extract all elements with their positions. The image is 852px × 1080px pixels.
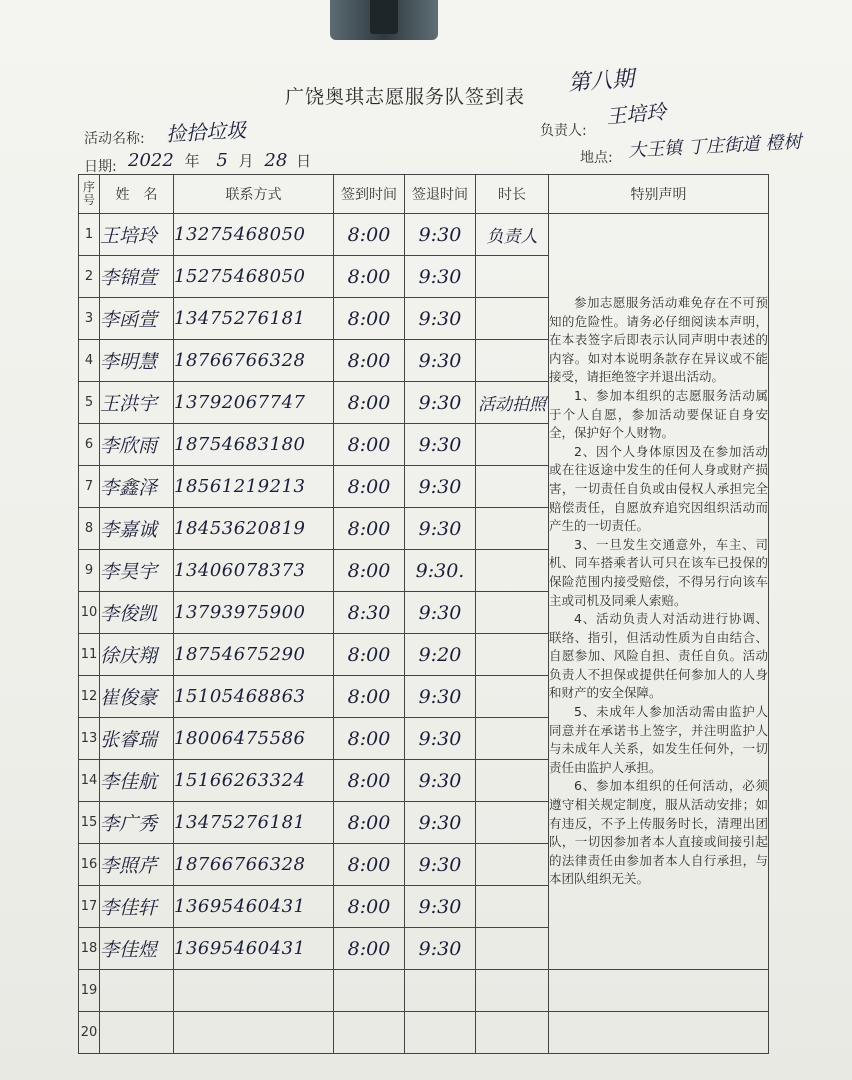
row-number: 12 (79, 676, 100, 718)
header-phone: 联系方式 (174, 175, 334, 214)
date-month-unit: 月 (238, 152, 254, 170)
row-name: 李广秀 (100, 802, 174, 844)
row-name: 李照芹 (100, 844, 174, 886)
row-sign-in: 8:00 (334, 340, 405, 382)
header-seq: 序号 (79, 175, 100, 214)
row-sign-out: 9:20 (405, 634, 476, 676)
row-number: 3 (79, 298, 100, 340)
row-phone: 13475276181 (174, 298, 334, 340)
row-name: 王洪宇 (100, 382, 174, 424)
row-name: 王培玲 (100, 214, 174, 256)
row-number: 5 (79, 382, 100, 424)
row-sign-in: 8:00 (334, 886, 405, 928)
date-year-unit: 年 (184, 152, 200, 170)
row-duration (476, 676, 549, 718)
row-duration (476, 340, 549, 382)
row-sign-in: 8:00 (334, 844, 405, 886)
row-phone: 13792067747 (174, 382, 334, 424)
row-sign-in: 8:00 (334, 718, 405, 760)
row-sign-in: 8:00 (334, 634, 405, 676)
row-name: 崔俊豪 (100, 676, 174, 718)
place-label: 地点: (580, 150, 613, 166)
clip-slot (370, 0, 398, 34)
declaration-paragraph: 5、未成年人参加活动需由监护人同意并在承诺书上签字，并注明监护人与未成年人关系，如发生任何外，一切责任由监护人承担。 (549, 704, 768, 775)
row-sign-in: 8:00 (334, 214, 405, 256)
row-sign-in: 8:30 (334, 592, 405, 634)
row-phone: 15275468050 (174, 256, 334, 298)
table-body (79, 214, 769, 1054)
row-number: 7 (79, 466, 100, 508)
row-sign-out (405, 970, 476, 1012)
date-day: 28 (264, 150, 288, 171)
header-sign-in: 签到时间 (334, 175, 405, 214)
table-row (79, 970, 769, 1012)
sheet-title: 广饶奥琪志愿服务队签到表 (285, 86, 526, 108)
row-sign-out: 9:30 (405, 340, 476, 382)
row-duration (476, 970, 549, 1012)
row-sign-out: 9:30 (405, 928, 476, 970)
header-sign-out: 签退时间 (405, 175, 476, 214)
row-number: 10 (79, 592, 100, 634)
row-number: 17 (79, 886, 100, 928)
row-name: 李俊凯 (100, 592, 174, 634)
row-duration (476, 550, 549, 592)
title-area (0, 60, 852, 110)
row-phone: 18766766328 (174, 844, 334, 886)
row-number: 11 (79, 634, 100, 676)
row-sign-in: 8:00 (334, 382, 405, 424)
row-name: 李佳煜 (100, 928, 174, 970)
leader-label: 负责人: (540, 123, 587, 139)
declaration-paragraph: 参加志愿服务活动难免存在不可预知的危险性。请务必仔细阅读本声明，在本表签字后即表示认同声明中表述的内容。如对本说明条款存在异议或不能接受，请拒绝签字并退出活动。 (549, 295, 768, 385)
row-phone: 15105468863 (174, 676, 334, 718)
row-phone: 18766766328 (174, 340, 334, 382)
handwritten-issue-note: 第八期 (567, 66, 635, 97)
declaration-paragraph: 1、参加本组织的志愿服务活动属于个人自愿，参加活动要保证自身安全，保护好个人财物。 (549, 387, 768, 441)
row-phone: 18561219213 (174, 466, 334, 508)
row-name: 李鑫泽 (100, 466, 174, 508)
row-sign-out: 9:30 (405, 298, 476, 340)
row-name: 李锦萱 (100, 256, 174, 298)
row-number: 6 (79, 424, 100, 466)
declaration-paragraph: 6、参加本组织的任何活动，必须遵守相关规定制度，服从活动安排；如有违反，不予上传服务时长，清理出团队，一切因参加者本人直接或间接引起的法律责任由参加者本人自行承担，与本团队组织无关。 (549, 778, 768, 887)
row-phone: 18453620819 (174, 508, 334, 550)
row-sign-in: 8:00 (334, 256, 405, 298)
row-sign-out: 9:30 (405, 844, 476, 886)
row-phone (174, 1012, 334, 1054)
row-duration (476, 424, 549, 466)
row-number: 4 (79, 340, 100, 382)
row-sign-in: 8:00 (334, 508, 405, 550)
row-sign-in: 8:00 (334, 466, 405, 508)
row-name: 李明慧 (100, 340, 174, 382)
row-sign-out: 9:30 (405, 760, 476, 802)
row-phone: 13406078373 (174, 550, 334, 592)
row-number: 2 (79, 256, 100, 298)
row-sign-out (405, 1012, 476, 1054)
row-sign-in (334, 1012, 405, 1054)
row-phone: 18754683180 (174, 424, 334, 466)
row-duration: 负责人 (476, 214, 549, 256)
row-sign-in: 8:00 (334, 424, 405, 466)
row-name: 李佳轩 (100, 886, 174, 928)
activity-value: 捡拾垃圾 (165, 117, 247, 147)
row-sign-out: 9:30 (405, 214, 476, 256)
row-name (100, 970, 174, 1012)
row-sign-in: 8:00 (334, 760, 405, 802)
header-name: 姓 名 (100, 175, 174, 214)
row-number: 15 (79, 802, 100, 844)
row-duration (476, 802, 549, 844)
row-duration (476, 718, 549, 760)
row-sign-out: 9:30 (405, 508, 476, 550)
row-name: 李函萱 (100, 298, 174, 340)
declaration-paragraph: 2、因个人身体原因及在参加活动或在往返途中发生的任何人身或财产损害，一切责任自负或由侵权人承担完全赔偿责任，自愿放弃追究因组织活动而产生的一切责任。 (549, 443, 768, 534)
table-row (79, 1012, 769, 1054)
row-name: 李昊宇 (100, 550, 174, 592)
row-number: 16 (79, 844, 100, 886)
row-duration (476, 298, 549, 340)
row-phone: 13695460431 (174, 928, 334, 970)
declaration-paragraph: 4、活动负责人对活动进行协调、联络、指引，但活动性质为自由结合、自愿参加、风险自担、责任自负。活动负责人不担保或提供任何参加人的人身和财产的安全保障。 (549, 611, 768, 701)
row-duration: 活动拍照 (476, 382, 549, 424)
row-duration (476, 844, 549, 886)
row-duration (476, 592, 549, 634)
row-name: 李欣雨 (100, 424, 174, 466)
row-sign-out: 9:30 (405, 718, 476, 760)
header-duration: 时长 (476, 175, 549, 214)
row-name: 李佳航 (100, 760, 174, 802)
row-sign-out: 9:30. (405, 550, 476, 592)
row-duration (476, 886, 549, 928)
row-number: 8 (79, 508, 100, 550)
row-duration (476, 466, 549, 508)
declaration-paragraph: 3、一旦发生交通意外，车主、司机、同车搭乘者认可只在该车已投保的保险范围内接受赔偿，不得另行向该车主或司机及同乘人索赔。 (549, 536, 768, 608)
activity-label: 活动名称: (84, 131, 145, 147)
row-duration (476, 508, 549, 550)
row-sign-out: 9:30 (405, 676, 476, 718)
row-phone: 13475276181 (174, 802, 334, 844)
row-sign-in (334, 970, 405, 1012)
row-number: 14 (79, 760, 100, 802)
special-declaration (549, 214, 769, 970)
row-sign-out: 9:30 (405, 592, 476, 634)
row-phone: 15166263324 (174, 760, 334, 802)
clipboard-clip (330, 0, 438, 40)
row-sign-out: 9:30 (405, 382, 476, 424)
row-name: 徐庆翔 (100, 634, 174, 676)
row-number: 13 (79, 718, 100, 760)
row-sign-out: 9:30 (405, 256, 476, 298)
empty-declaration-cell (549, 1012, 769, 1054)
row-phone: 18754675290 (174, 634, 334, 676)
row-sign-in: 8:00 (334, 550, 405, 592)
row-sign-out: 9:30 (405, 466, 476, 508)
date-label: 日期: (84, 159, 117, 175)
row-sign-out: 9:30 (405, 886, 476, 928)
row-duration (476, 634, 549, 676)
table-header-row (79, 175, 769, 214)
date-day-unit: 日 (296, 152, 312, 170)
row-number: 20 (79, 1012, 100, 1054)
empty-declaration-cell (549, 970, 769, 1012)
row-number: 18 (79, 928, 100, 970)
sign-in-table (78, 174, 769, 1054)
row-phone: 13695460431 (174, 886, 334, 928)
row-name (100, 1012, 174, 1054)
row-sign-in: 8:00 (334, 928, 405, 970)
date-field (128, 150, 311, 171)
row-sign-in: 8:00 (334, 298, 405, 340)
row-phone: 13275468050 (174, 214, 334, 256)
row-number: 1 (79, 214, 100, 256)
row-sign-out: 9:30 (405, 424, 476, 466)
row-sign-in: 8:00 (334, 676, 405, 718)
row-duration (476, 760, 549, 802)
row-duration (476, 1012, 549, 1054)
row-duration (476, 928, 549, 970)
row-sign-in: 8:00 (334, 802, 405, 844)
row-phone: 13793975900 (174, 592, 334, 634)
place-value: 大王镇 丁庄街道 橙树 (627, 131, 802, 162)
row-phone (174, 970, 334, 1012)
row-sign-out: 9:30 (405, 802, 476, 844)
row-number: 19 (79, 970, 100, 1012)
leader-value: 王培玲 (605, 99, 668, 129)
row-name: 李嘉诚 (100, 508, 174, 550)
date-month: 5 (216, 150, 228, 171)
row-number: 9 (79, 550, 100, 592)
date-year: 2022 (128, 150, 174, 171)
row-phone: 18006475586 (174, 718, 334, 760)
table-row (79, 214, 769, 256)
row-duration (476, 256, 549, 298)
row-name: 张睿瑞 (100, 718, 174, 760)
header-declaration: 特别声明 (549, 175, 769, 214)
